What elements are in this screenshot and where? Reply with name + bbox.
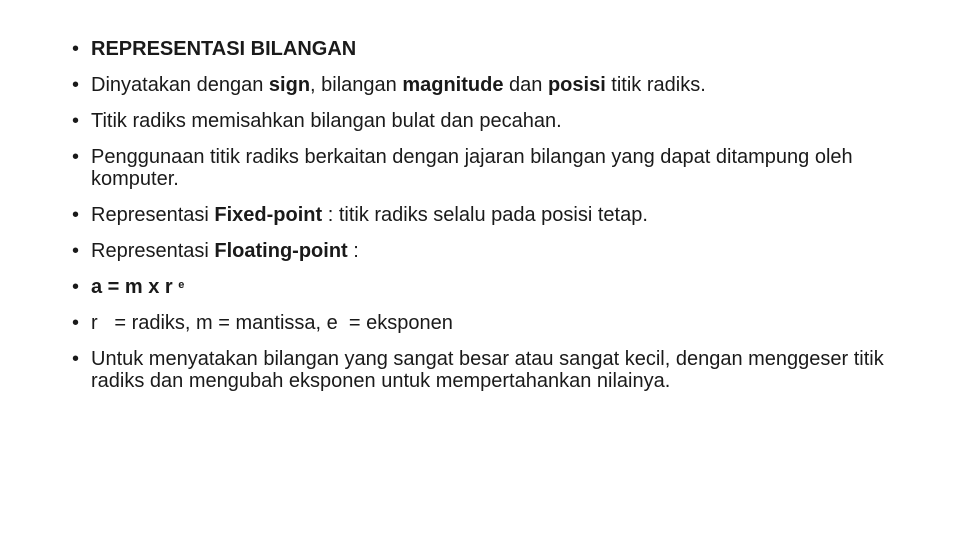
item-text: , bilangan — [310, 74, 403, 96]
bullet-icon: • — [72, 348, 80, 370]
formula-exponent: e — [178, 279, 185, 291]
item-text: REPRESENTASI BILANGAN — [91, 38, 357, 60]
list-item — [72, 204, 912, 226]
item-text: titik radiks. — [605, 74, 706, 96]
bullet-icon: • — [72, 204, 80, 226]
item-text: Untuk menyatakan bilangan yang sangat besar atau sangat kecil, dengan menggeser titik radiks dan mengubah eksponen untuk mempertahankan nilainya. — [91, 348, 884, 392]
bullet-icon: • — [72, 74, 80, 96]
list-item — [72, 348, 912, 392]
bullet-icon: • — [72, 110, 80, 132]
bullet-icon: • — [72, 276, 80, 298]
item-text: : — [347, 240, 359, 262]
bullet-icon: • — [72, 240, 80, 262]
item-text: Titik radiks memisahkan bilangan bulat dan pecahan. — [91, 110, 562, 132]
list-item — [72, 146, 912, 190]
item-text: dan — [503, 74, 548, 96]
item-text: r = radiks, m = mantissa, e = eksponen — [91, 312, 453, 334]
bullet-icon: • — [72, 38, 80, 60]
item-text: : titik radiks selalu pada posisi tetap. — [322, 204, 648, 226]
item-text-bold: magnitude — [402, 74, 504, 96]
item-text-bold: sign — [268, 74, 311, 96]
item-text: Representasi — [91, 240, 215, 262]
item-text: Penggunaan titik radiks berkaitan dengan jajaran bilangan yang dapat ditampung oleh komputer. — [91, 146, 853, 190]
list-item — [72, 38, 912, 60]
list-item — [72, 312, 912, 334]
bullet-icon: • — [72, 146, 80, 168]
item-text: Representasi — [91, 204, 215, 226]
list-item — [72, 240, 912, 262]
item-text-bold: Fixed-point — [214, 204, 323, 226]
bullet-list — [72, 38, 912, 406]
item-text: Dinyatakan dengan — [91, 74, 269, 96]
list-item — [72, 74, 912, 96]
bullet-icon: • — [72, 312, 80, 334]
list-item — [72, 276, 912, 298]
list-item — [72, 110, 912, 132]
formula-text: a = m x r — [91, 276, 179, 298]
item-text-bold: posisi — [547, 74, 606, 96]
item-text-bold: Floating-point — [214, 240, 348, 262]
